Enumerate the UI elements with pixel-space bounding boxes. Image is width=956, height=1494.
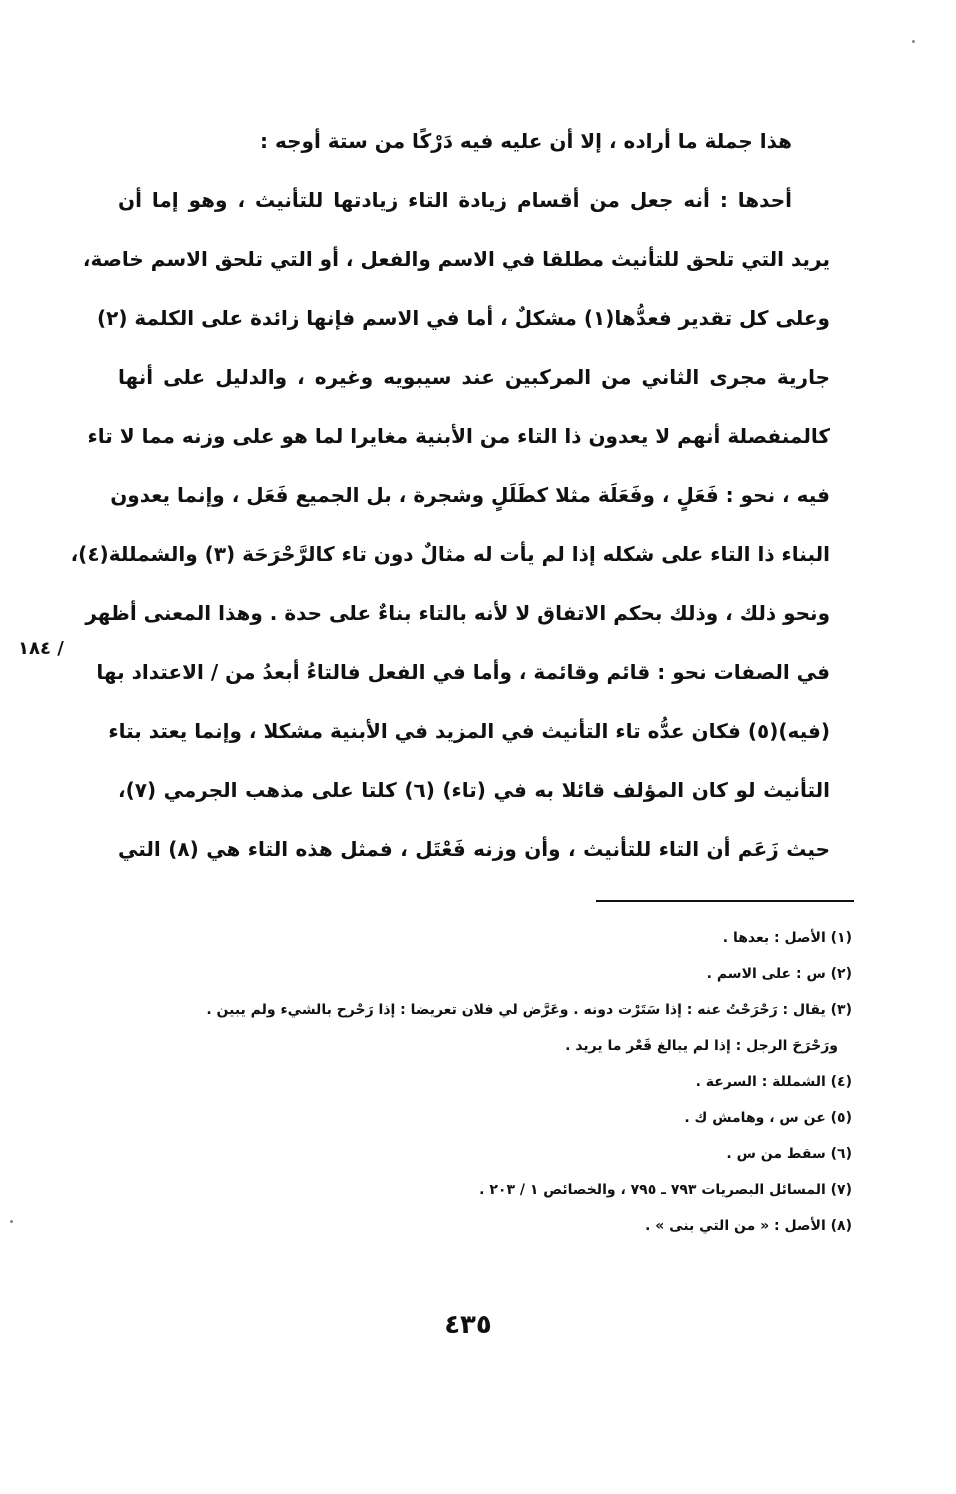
manuscript-folio-marker: / ١٨٤ bbox=[18, 638, 64, 659]
text-line: يريد التي تلحق للتأنيث مطلقا في الاسم والفعل ، أو التي تلحق الاسم خاصة، bbox=[82, 247, 830, 271]
footnote: (٢) س : على الاسم . bbox=[706, 966, 852, 982]
footnote-separator bbox=[596, 900, 854, 902]
footnote: (٣) يقال : رَحْرَحْتُ عنه : إذا سَتَرْت دونه . وعَرَّض لي فلان تعريضا : إذا رَحْرح بالشيء ولم يبين . bbox=[206, 1002, 852, 1018]
text-line: جارية مجرى الثاني من المركبين عند سيبويه وغيره ، والدليل على أنها bbox=[118, 365, 830, 389]
text-line: أحدها : أنه جعل من أقسام زيادة التاء زيادتها للتأنيث ، وهو إما أن bbox=[118, 188, 792, 212]
text-line: ونحو ذلك ، وذلك بحكم الاتفاق لا لأنه بالتاء بناءٌ على حدة . وهذا المعنى أظهر bbox=[85, 601, 830, 625]
main-text bbox=[70, 112, 831, 879]
page-number: ٤٣٥ bbox=[444, 1310, 492, 1340]
text-line: هذا جملة ما أراده ، إلا أن عليه فيه دَرْكًا من ستة أوجه : bbox=[260, 129, 792, 153]
footnote: (٥) عن س ، وهامش ك . bbox=[684, 1110, 852, 1126]
text-line: كالمنفصلة أنهم لا يعدون ذا التاء من الأبنية مغايرا لما هو على وزنه مما لا تاء bbox=[87, 424, 830, 448]
footnote: (١) الأصل : بعدها . bbox=[722, 930, 852, 946]
footnote: (٤) الشمللة : السرعة . bbox=[695, 1074, 852, 1090]
text-line: حيث زَعَم أن التاء للتأنيث ، وأن وزنه فَعْتَل ، فمثل هذه التاء هي (٨) التي bbox=[118, 837, 831, 861]
scan-speck bbox=[10, 1220, 13, 1223]
footnote: (٨) الأصل : « من التي بنى » . bbox=[645, 1218, 852, 1234]
footnotes bbox=[110, 920, 852, 1244]
footnote: (٦) سقط من س . bbox=[726, 1146, 852, 1162]
text-line: البناء ذا التاء على شكله إذا لم يأت له مثالٌ دون تاء كالرَّحْرَحَة (٣) والشمللة(٤)، bbox=[70, 542, 830, 566]
text-line: (فيه)(٥) فكان عدُّه تاء التأنيث في المزيد في الأبنية مشكلا ، وإنما يعتد بتاء bbox=[108, 719, 830, 743]
scan-speck bbox=[912, 40, 915, 43]
text-line: التأنيث لو كان المؤلف قائلا به في (تاء) (٦) كلتا على مذهب الجرمي (٧)، bbox=[118, 778, 830, 802]
text-line: وعلى كل تقدير فعدُّها(١) مشكلٌ ، أما في الاسم فإنها زائدة على الكلمة (٢) bbox=[96, 306, 830, 330]
footnote: (٧) المسائل البصريات ٧٩٣ ـ ٧٩٥ ، والخصائص ١ / ٢٠٣ . bbox=[479, 1182, 852, 1198]
text-line: فيه ، نحو : فَعَلٍ ، وفَعَلَة مثلا كطَلَلٍ وشجرة ، بل الجميع فَعَل ، وإنما يعدون bbox=[110, 483, 830, 507]
footnote-continuation: ورَحْرَحَ الرجل : إذا لم يبالغ قَعْر ما يريد . bbox=[565, 1038, 838, 1054]
text-line: في الصفات نحو : قائم وقائمة ، وأما في الفعل فالتاءُ أبعدُ من / الاعتداد بها bbox=[96, 660, 830, 684]
